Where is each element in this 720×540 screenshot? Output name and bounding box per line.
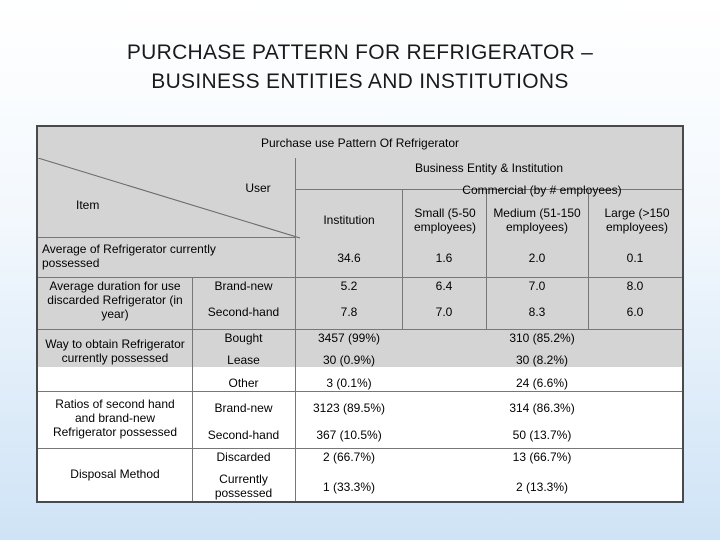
cell-lease-commercial: 30 (8.2%) [515,353,569,367]
col-small: Small (5-50 employees) [413,206,477,234]
cell-avg-possessed-large: 0.1 [626,251,644,265]
item-label: Item [76,198,100,212]
sub-label-currently-possessed: Currently possessed [214,472,273,500]
cell-avg-possessed-small: 1.6 [435,251,453,265]
row-divider-header-left [38,237,295,238]
cell-discarded-institution: 2 (66.7%) [322,450,376,464]
row-divider-possessed [38,277,682,278]
cell-currently-possessed-commercial: 2 (13.3%) [515,480,569,494]
row-label-avg-duration: Average duration for use discarded Refrigerator (in year) [47,279,183,321]
sub-label-lease: Lease [227,353,260,367]
row-divider-ratios [38,448,682,449]
cell-lease-institution: 30 (0.9%) [322,353,376,367]
sub-label-duration-second-hand: Second-hand [207,305,280,319]
row-label-way-to-obtain: Way to obtain Refrigerator currently possessed [45,337,185,365]
cell-ratio-brand-new-commercial: 314 (86.3%) [509,401,575,415]
cell-duration-brand-new-medium: 7.0 [528,279,546,293]
sub-label-duration-brand-new: Brand-new [214,279,273,293]
row-label-disposal: Disposal Method [70,467,160,481]
sub-label-ratio-second-hand: Second-hand [207,428,280,442]
cell-ratio-second-hand-commercial: 50 (13.7%) [512,428,572,442]
cell-duration-second-hand-small: 7.0 [435,305,453,319]
cell-bought-institution: 3457 (99%) [317,331,381,345]
cell-duration-second-hand-institution: 7.8 [340,305,358,319]
cell-duration-second-hand-large: 6.0 [626,305,644,319]
slide-title [0,38,720,96]
cell-avg-possessed-institution: 34.6 [337,251,361,265]
cell-duration-brand-new-small: 6.4 [435,279,453,293]
cell-ratio-second-hand-institution: 367 (10.5%) [316,428,382,442]
row-label-ratios: Ratios of second hand and brand-new Refrigerator possessed [52,397,178,439]
title-line-1: PURCHASE PATTERN FOR REFRIGERATOR – [126,41,594,64]
col-medium: Medium (51-150 employees) [493,206,581,234]
title-line-2: BUSINESS ENTITIES AND INSTITUTIONS [151,70,569,93]
cell-duration-second-hand-medium: 8.3 [528,305,546,319]
sub-label-bought: Bought [224,331,263,345]
table-caption: Purchase use Pattern Of Refrigerator [260,136,460,150]
business-entity-header: Business Entity & Institution [414,161,564,175]
cell-ratio-brand-new-institution: 3123 (89.5%) [312,401,386,415]
row-label-avg-possessed: Average of Refrigerator currently possessed [42,242,216,270]
sub-label-discarded: Discarded [216,450,271,464]
row-divider-way [38,391,682,392]
col-institution: Institution [323,213,375,227]
sub-label-ratio-brand-new: Brand-new [214,401,273,415]
row-divider-duration [38,329,682,330]
purchase-pattern-table [36,125,684,503]
cell-duration-brand-new-institution: 5.2 [340,279,358,293]
cell-currently-possessed-institution: 1 (33.3%) [322,480,376,494]
sub-label-other: Other [228,376,259,390]
cell-discarded-commercial: 13 (66.7%) [512,450,572,464]
cell-avg-possessed-medium: 2.0 [528,251,546,265]
commercial-header: Commercial (by # employees) [462,183,622,197]
cell-bought-commercial: 310 (85.2%) [509,331,575,345]
cell-other-institution: 3 (0.1%) [326,376,372,390]
cell-other-commercial: 24 (6.6%) [515,376,569,390]
user-label: User [245,181,271,195]
cell-duration-brand-new-large: 8.0 [626,279,644,293]
col-large: Large (>150 employees) [604,206,670,234]
